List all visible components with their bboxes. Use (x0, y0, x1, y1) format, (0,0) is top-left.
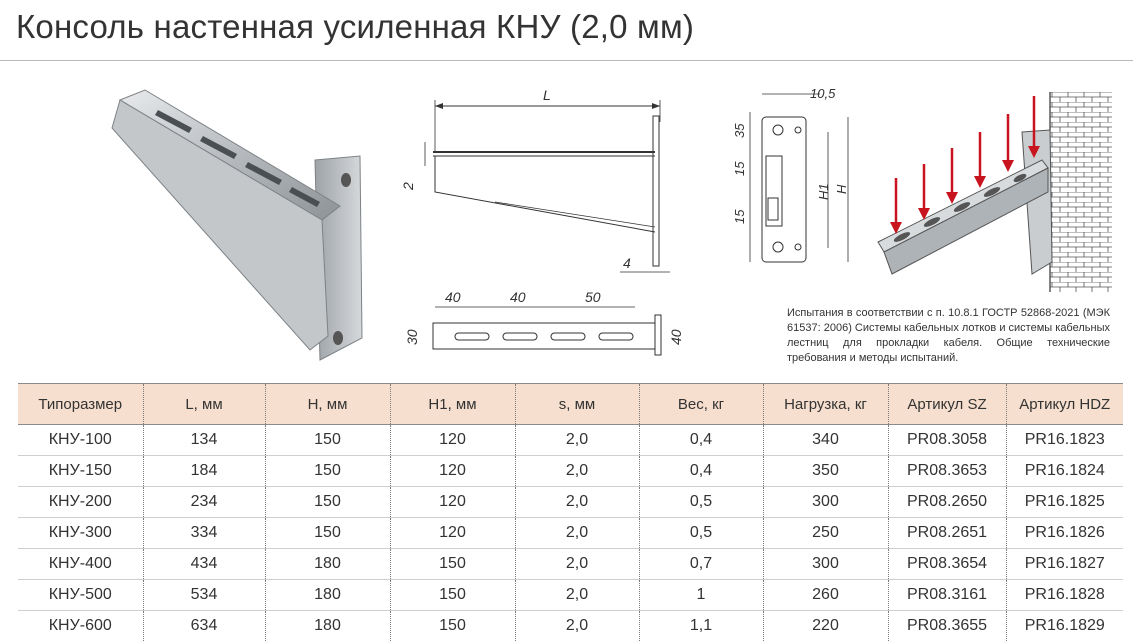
cell-H: 180 (265, 611, 390, 641)
table-header-row (18, 384, 1123, 425)
cell-sku-sz: PR08.2651 (888, 518, 1006, 549)
cell-H1: 120 (390, 487, 515, 518)
cell-sku-sz: PR08.3653 (888, 456, 1006, 487)
col-header-size: Типоразмер (18, 384, 143, 425)
cell-s: 2,0 (515, 549, 639, 580)
cell-L: 234 (143, 487, 265, 518)
dim-width-left-label: 30 (404, 329, 420, 345)
dim-width-right-label: 40 (668, 329, 684, 345)
cell-H1: 150 (390, 549, 515, 580)
cell-sku-hdz: PR16.1829 (1006, 611, 1123, 641)
cell-s: 2,0 (515, 611, 639, 641)
cell-L: 434 (143, 549, 265, 580)
cell-s: 2,0 (515, 580, 639, 611)
spec-table (18, 383, 1123, 641)
table-row (18, 549, 1123, 580)
cell-sku-hdz: PR16.1823 (1006, 425, 1123, 456)
cell-size: КНУ-100 (18, 425, 143, 456)
cell-load: 350 (763, 456, 888, 487)
cell-load: 260 (763, 580, 888, 611)
page-title: Консоль настенная усиленная КНУ (2,0 мм) (16, 8, 694, 46)
side-view-drawing (395, 82, 680, 282)
dim-slot3-label: 50 (585, 289, 601, 305)
dim-slot-a-label: 15 (732, 161, 747, 176)
dim-H-label: H (834, 184, 849, 194)
col-header-sku-hdz: Артикул HDZ (1006, 384, 1123, 425)
dim-thickness-label: 2 (400, 182, 416, 191)
cell-H: 150 (265, 518, 390, 549)
table-row (18, 425, 1123, 456)
test-standard-note: Испытания в соответствии с п. 10.8.1 ГОСТР 52868-2021 (МЭК 61537: 2006) Системы кабельных лотков и системы кабельных лестниц для прокладки кабеля. Общие технические требования и методы испытаний. (787, 306, 1110, 366)
dim-plate-top-label: 35 (732, 123, 747, 138)
cell-size: КНУ-200 (18, 487, 143, 518)
cell-weight: 1,1 (639, 611, 763, 641)
cell-H: 180 (265, 549, 390, 580)
cell-load: 250 (763, 518, 888, 549)
col-header-H: H, мм (265, 384, 390, 425)
col-header-load: Нагрузка, кг (763, 384, 888, 425)
plate-drawing (700, 82, 860, 277)
top-view-drawing (395, 285, 695, 365)
cell-sku-sz: PR08.3655 (888, 611, 1006, 641)
cell-s: 2,0 (515, 487, 639, 518)
cell-load: 300 (763, 549, 888, 580)
cell-weight: 1 (639, 580, 763, 611)
cell-H: 180 (265, 580, 390, 611)
cell-H: 150 (265, 487, 390, 518)
table-row (18, 580, 1123, 611)
cell-L: 184 (143, 456, 265, 487)
table-row (18, 611, 1123, 641)
cell-sku-hdz: PR16.1828 (1006, 580, 1123, 611)
cell-load: 220 (763, 611, 888, 641)
cell-L: 334 (143, 518, 265, 549)
cell-size: КНУ-400 (18, 549, 143, 580)
cell-s: 2,0 (515, 456, 639, 487)
cell-s: 2,0 (515, 518, 639, 549)
cell-sku-sz: PR08.3058 (888, 425, 1006, 456)
cell-sku-hdz: PR16.1827 (1006, 549, 1123, 580)
dim-L-label: L (543, 87, 551, 103)
dim-plate-width-label: 10,5 (810, 86, 836, 101)
table-row (18, 456, 1123, 487)
cell-weight: 0,5 (639, 518, 763, 549)
table-row (18, 518, 1123, 549)
cell-L: 134 (143, 425, 265, 456)
cell-weight: 0,7 (639, 549, 763, 580)
cell-H1: 120 (390, 518, 515, 549)
table-row (18, 487, 1123, 518)
cell-sku-hdz: PR16.1826 (1006, 518, 1123, 549)
cell-size: КНУ-500 (18, 580, 143, 611)
cell-H1: 150 (390, 611, 515, 641)
cell-size: КНУ-300 (18, 518, 143, 549)
col-header-weight: Вес, кг (639, 384, 763, 425)
cell-H: 150 (265, 425, 390, 456)
cell-size: КНУ-150 (18, 456, 143, 487)
col-header-L: L, мм (143, 384, 265, 425)
cell-weight: 0,4 (639, 456, 763, 487)
cell-H1: 120 (390, 456, 515, 487)
cell-L: 634 (143, 611, 265, 641)
col-header-H1: H1, мм (390, 384, 515, 425)
dim-plate-label: 4 (623, 255, 631, 271)
cell-sku-hdz: PR16.1825 (1006, 487, 1123, 518)
cell-L: 534 (143, 580, 265, 611)
cell-H1: 120 (390, 425, 515, 456)
col-header-s: s, мм (515, 384, 639, 425)
dim-slot-b-label: 15 (732, 209, 747, 224)
cell-s: 2,0 (515, 425, 639, 456)
cell-H: 150 (265, 456, 390, 487)
cell-sku-sz: PR08.3654 (888, 549, 1006, 580)
title-divider (0, 60, 1133, 61)
load-test-illustration (872, 92, 1112, 292)
dim-slot2-label: 40 (510, 289, 526, 305)
cell-sku-sz: PR08.3161 (888, 580, 1006, 611)
cell-sku-sz: PR08.2650 (888, 487, 1006, 518)
dim-slot1-label: 40 (445, 289, 461, 305)
cell-weight: 0,5 (639, 487, 763, 518)
cell-weight: 0,4 (639, 425, 763, 456)
cell-load: 340 (763, 425, 888, 456)
cell-H1: 150 (390, 580, 515, 611)
cell-sku-hdz: PR16.1824 (1006, 456, 1123, 487)
product-photo (100, 88, 380, 378)
dim-H1-label: H1 (816, 183, 831, 200)
cell-size: КНУ-600 (18, 611, 143, 641)
col-header-sku-sz: Артикул SZ (888, 384, 1006, 425)
cell-load: 300 (763, 487, 888, 518)
